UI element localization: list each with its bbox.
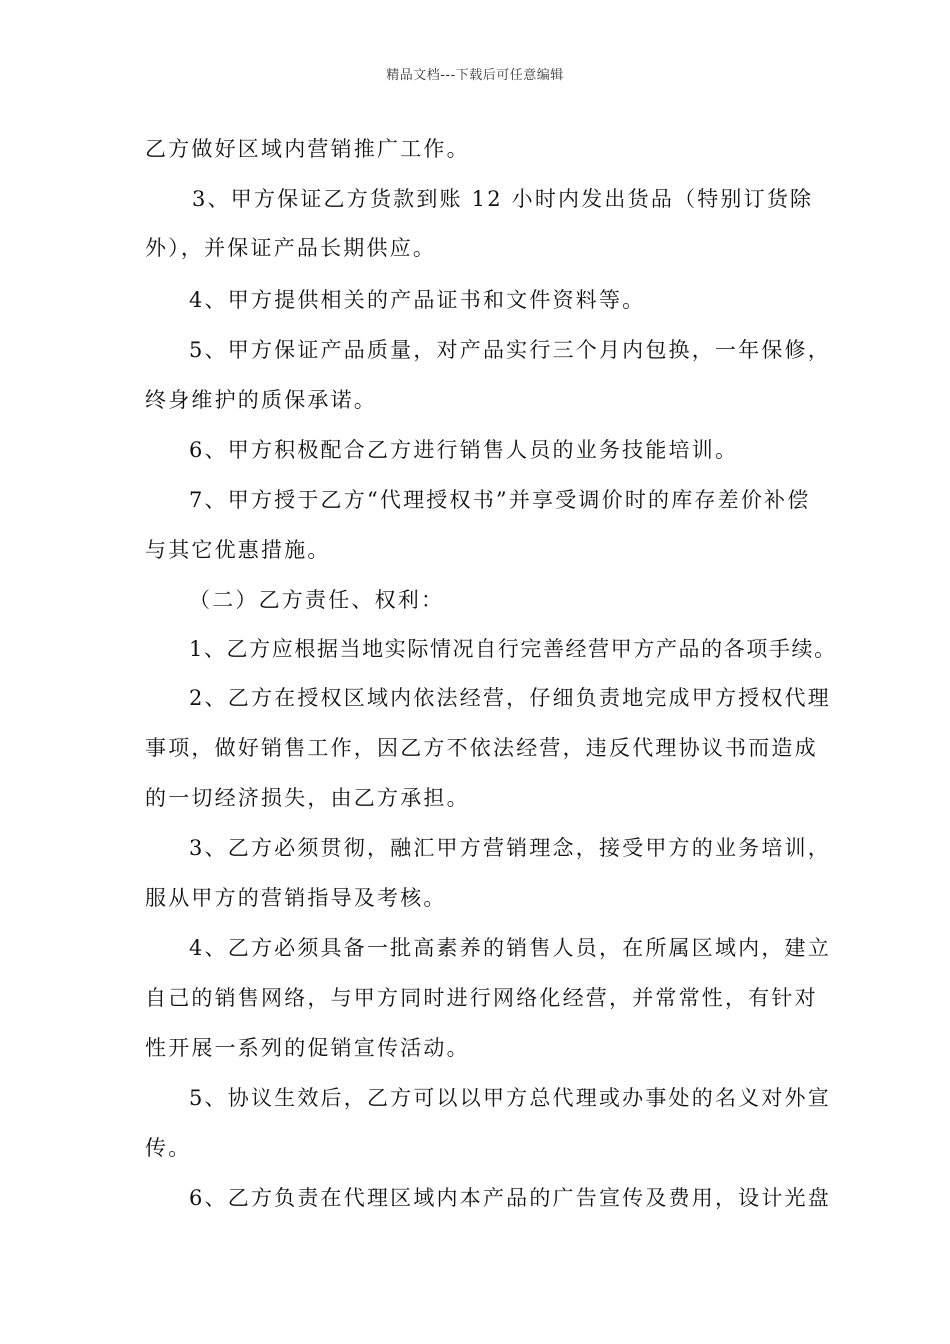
text-line: 6、乙方负责在代理区域内本产品的广告宣传及费用，设计光盘 <box>189 1186 831 1210</box>
text-line: 5、协议生效后，乙方可以以甲方总代理或办事处的名义对外宣 <box>189 1086 831 1110</box>
text-line: 7、甲方授于乙方“代理授权书”并享受调价时的库存差价补偿 <box>189 488 811 512</box>
text-line: 1、乙方应根据当地实际情况自行完善经营甲方产品的各项手续。 <box>189 637 837 661</box>
text-line: 传。 <box>145 1136 192 1160</box>
text-line: 事项，做好销售工作，因乙方不依法经营，违反代理协议书而造成 <box>145 736 818 760</box>
text-line: 4、乙方必须具备一批高素养的销售人员，在所属区域内，建立 <box>189 936 831 960</box>
text-line: 的一切经济损失，由乙方承担。 <box>145 786 470 810</box>
text-line: 6、甲方积极配合乙方进行销售人员的业务技能培训。 <box>189 438 739 462</box>
text-line: 终身维护的质保承诺。 <box>145 388 377 412</box>
text-line: 2、乙方在授权区域内依法经营，仔细负责地完成甲方授权代理 <box>189 686 831 710</box>
text-line: 自己的销售网络，与甲方同时进行网络化经营，并常常性，有针对 <box>145 986 818 1010</box>
text-line: 性开展一系列的促销宣传活动。 <box>145 1036 470 1060</box>
text-line: 4、甲方提供相关的产品证书和文件资料等。 <box>189 288 646 312</box>
text-line: 与其它优惠措施。 <box>145 538 331 562</box>
section-heading: （二）乙方责任、权利： <box>189 588 445 612</box>
text-line: 3、甲方保证乙方货款到账 12 小时内发出货品（特别订货除 <box>192 187 814 211</box>
text-line: 乙方做好区域内营销推广工作。 <box>145 137 470 161</box>
page-header: 精品文档---下载后可任意编辑 <box>386 68 564 83</box>
text-line: 服从甲方的营销指导及考核。 <box>145 886 447 910</box>
text-line: 5、甲方保证产品质量，对产品实行三个月内包换，一年保修， <box>189 338 831 362</box>
text-line: 3、乙方必须贯彻，融汇甲方营销理念，接受甲方的业务培训， <box>189 836 831 860</box>
text-line: 外），并保证产品长期供应。 <box>145 236 437 260</box>
